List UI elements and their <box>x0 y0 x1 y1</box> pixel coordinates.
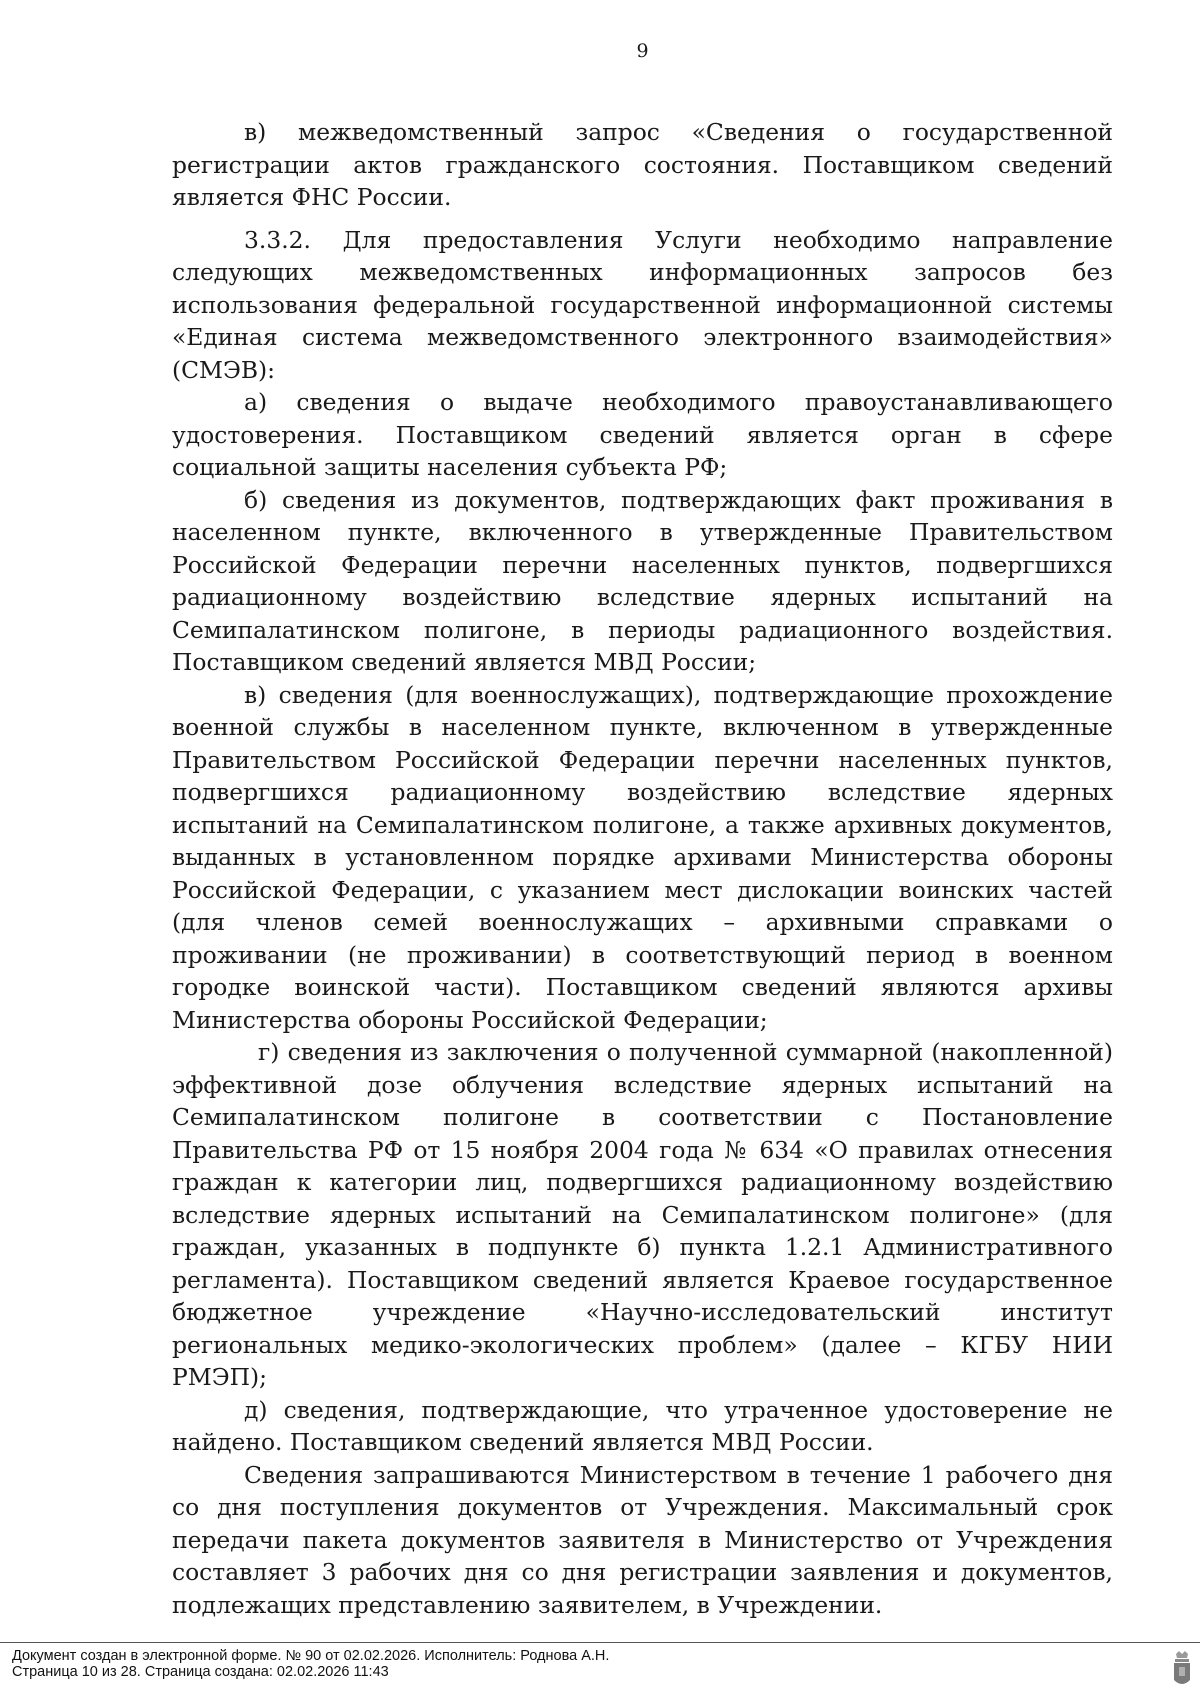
coat-of-arms-icon <box>1172 1650 1192 1690</box>
paragraph-v-military: в) сведения (для военнослужащих), подтверждающие прохождение военной службы в населенном пункте, включенном в утвержденные Правительством Российской Федерации перечни населенных пунктов, подвергшихся радиационному воздействию вследствие ядерных испытаний на Семипалатинском полигоне, а также архивных документов, выданных в установленном порядке архивами Министерства обороны Российской Федерации, с указанием мест дислокации воинских частей (для членов семей военнослужащих – архивными справками о проживании (не проживании) в соответствующий период в военном городке воинской части). Поставщиком сведений являются архивы Министерства обороны Российской Федерации; <box>172 680 1113 1034</box>
page-number: 9 <box>636 40 649 62</box>
paragraph-request-terms: Сведения запрашиваются Министерством в течение 1 рабочего дня со дня поступления документов от Учреждения. Максимальный срок передачи пакета документов заявителя в Министерство от Учреждения составляет 3 рабочих дня со дня регистрации заявления и документов, подлежащих представлению заявителем, в Учреждении. <box>172 1460 1113 1619</box>
paragraph-g-dose: г) сведения из заключения о полученной суммарной (накопленной) эффективной дозе облучения вследствие ядерных испытаний на Семипалатинском полигоне в соответствии с Постановление Правительства РФ от 15 ноября 2004 года № 634 «О правилах отнесения граждан к категории лиц, подвергшихся радиационному воздействию вследствие ядерных испытаний на Семипалатинском полигоне» (для граждан, указанных в подпункте б) пункта 1.2.1 Административного регламента). Поставщиком сведений является Краевое государственное бюджетное учреждение «Научно-исследовательский институт региональных медико-экологических проблем» (далее – КГБУ НИИ РМЭП); <box>172 1038 1113 1391</box>
paragraph-3-3-2: 3.3.2. Для предоставления Услуги необходимо направление следующих межведомственных информационных запросов без использования федеральной государственной информационной системы «Единая система межведомственного электронного взаимодействия» (СМЭВ): <box>172 225 1113 384</box>
paragraph-a-certificate: а) сведения о выдаче необходимого правоустанавливающего удостоверения. Поставщиком сведений является орган в сфере социальной защиты населения субъекта РФ; <box>172 388 1113 481</box>
document-body <box>172 116 1113 1621</box>
footer-page-info: Страница 10 из 28. Страница создана: 02.02.2026 11:43 <box>12 1664 389 1680</box>
footer-divider <box>0 1642 1200 1643</box>
document-footer <box>12 1648 609 1680</box>
paragraph-d-lost-certificate: д) сведения, подтверждающие, что утраченное удостоверение не найдено. Поставщиком сведений является МВД России. <box>172 1395 1113 1456</box>
paragraph-v-civil-registry: в) межведомственный запрос «Сведения о государственной регистрации актов гражданского состояния. Поставщиком сведений является ФНС России. <box>172 118 1113 211</box>
paragraph-b-residence: б) сведения из документов, подтверждающих факт проживания в населенном пункте, включенного в утвержденные Правительством Российской Федерации перечни населенных пунктов, подвергшихся радиационному воздействию вследствие ядерных испытаний на Семипалатинском полигоне, в периоды радиационного воздействия. Поставщиком сведений является МВД России; <box>172 485 1113 676</box>
footer-document-info: Документ создан в электронной форме. № 90 от 02.02.2026. Исполнитель: Роднова А.Н. <box>12 1648 610 1664</box>
